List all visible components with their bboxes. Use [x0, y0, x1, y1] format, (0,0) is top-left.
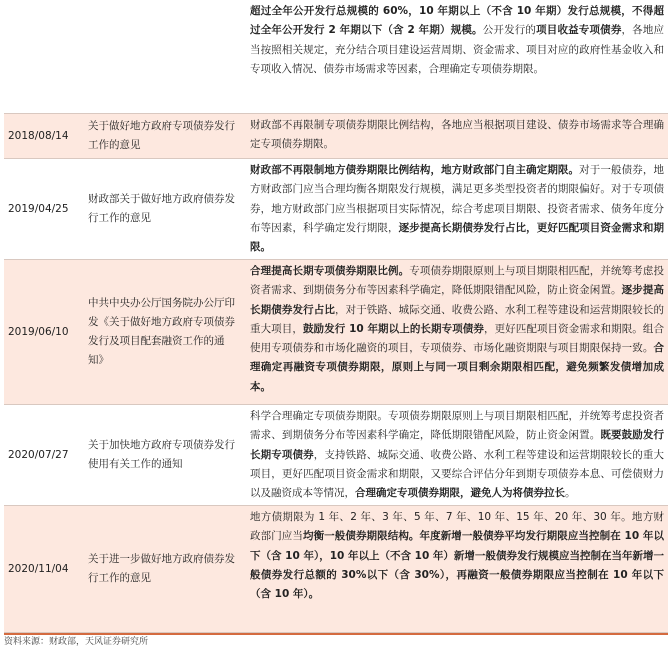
table-row — [4, 114, 668, 159]
row-document-title: 关于做好地方政府专项债券发行工作的意见 — [88, 120, 235, 151]
bold-text: 项目收益专项债券 — [536, 24, 622, 37]
table-row — [4, 159, 668, 260]
text: ，更好匹配项目资金需求和期限。组合使用专项债券和市场化融资的项目，专项债券、市场化融资期限与项目期限保持一致。 — [250, 322, 664, 355]
text: 专项债券期限原则上与项目期限相匹配，并统筹考虑投资者需求、到期债务分布等因素科学确定，降低期限错配风险，防止资金闲置。 — [250, 265, 665, 297]
text: 科学合理确定专项债券期限。专项债券期限原则上与项目期限相匹配，并统筹考虑投资者需求、到期债务分布等因素科学确定，降低期限错配风险，防止资金闲置。 — [250, 410, 664, 442]
bold-text: 均衡一般债券期限结构。年度新增一般债券平均发行期限应当控制在 10 年以下（含 10 年），10 年以上（不含 10 年）新增一般债券发行规模应当控制在当年新增一般债券发行总额的 30%以下（含 30%），再融资一般债券期限应当控制在 10 年以下（含 10 年）。 — [250, 530, 665, 601]
row-content — [248, 114, 668, 158]
bold-text: 合理提高长期专项债券期限比例。 — [250, 265, 410, 277]
table-row — [4, 405, 668, 506]
row-date: 2019/04/25 — [8, 203, 69, 215]
row-content — [248, 260, 668, 404]
row-content — [248, 0, 668, 113]
row-date: 2018/08/14 — [8, 130, 69, 142]
row-content — [248, 405, 668, 505]
bold-text: 财政部不再限制地方债券期限比例结构，地方财政部门自主确定期限。 — [250, 164, 580, 176]
text: ，支持铁路、城际交通、收费公路、水利工程等建设和运营期限较长的重大项目，更好匹配项目资金需求和期限，又要综合评估分年到期专项债券本息、可偿债财力以及融资成本等情况， — [250, 448, 665, 500]
bold-text: 逐步提高长期债券发行占比 — [250, 284, 665, 316]
text: 对于一般债券，地方财政部门应当合理均衡各期限发行规模，满足更多类型投资者的期限偏好。对于专项债券，地方财政部门应当根据项目实际情况，综合考虑项目期限、投资者需求、债务年度分布等因素，科学确定发行期限， — [250, 164, 665, 234]
row-document-title — [78, 0, 248, 113]
row-date: 2020/11/04 — [8, 563, 69, 575]
policy-table — [4, 0, 668, 635]
row-date: 2020/07/27 — [8, 449, 69, 461]
row-document-title: 中共中央办公厅国务院办公厅印发《关于做好地方政府专项债券发行及项目配套融资工作的通知》 — [88, 297, 235, 366]
row-document-title: 财政部关于做好地方政府债券发行工作的意见 — [88, 193, 235, 224]
row-document-title: 关于加快地方政府专项债券发行使用有关工作的通知 — [88, 439, 235, 470]
row-document-title: 关于进一步做好地方政府债券发行工作的意见 — [88, 553, 235, 584]
table-row — [4, 506, 668, 633]
table-row — [4, 0, 668, 114]
text: 。 — [565, 487, 576, 500]
bold-text: 既要鼓励发行长期专项债券 — [250, 429, 664, 461]
row-date: 2019/06/10 — [8, 326, 69, 338]
text: 财政部不再限制专项债券期限比例结构，各地应当根据项目建设、债券市场需求等合理确定专项债券期限。 — [250, 119, 664, 151]
bold-text: 合理确定再融资专项债券期限，原则上与同一项目剩余期限相匹配，避免频繁发债增加成本。 — [250, 342, 664, 393]
text: 公开发行的 — [482, 24, 537, 37]
row-content — [248, 159, 668, 259]
text: 地方债期限为 1 年、2 年、3 年、5 年、7 年、10 年、15 年、20 年、30 年。地方财政部门应当 — [250, 511, 664, 543]
bold-text: 超过全年公开发行总规模的 60%，10 年期以上（不含 10 年期）发行总规模，不得超过全年公开发行 2 年期以下（含 2 年期）规模。 — [250, 5, 664, 37]
bold-text: 鼓励发行 10 年期以上的长期专项债券 — [302, 322, 484, 335]
bold-text: 逐步提高长期债券发行占比，更好匹配项目资金需求和期限。 — [250, 221, 665, 254]
row-content — [248, 506, 668, 632]
table-row — [4, 260, 668, 405]
row-date — [4, 0, 78, 113]
source-note: 资料来源：财政部，天风证券研究所 — [4, 637, 149, 647]
bold-text: 合理确定专项债券期限，避免人为将债券拉长 — [355, 487, 565, 500]
text: ，各地应当按照相关规定，充分结合项目建设运营周期、资金需求、项目对应的政府性基金收入和专项收入情况、债券市场需求等因素，合理确定专项债券期限。 — [250, 24, 665, 75]
text: ，对于铁路、城际交通、收费公路、水利工程等建设和运营期限较长的重大项目， — [250, 303, 665, 335]
